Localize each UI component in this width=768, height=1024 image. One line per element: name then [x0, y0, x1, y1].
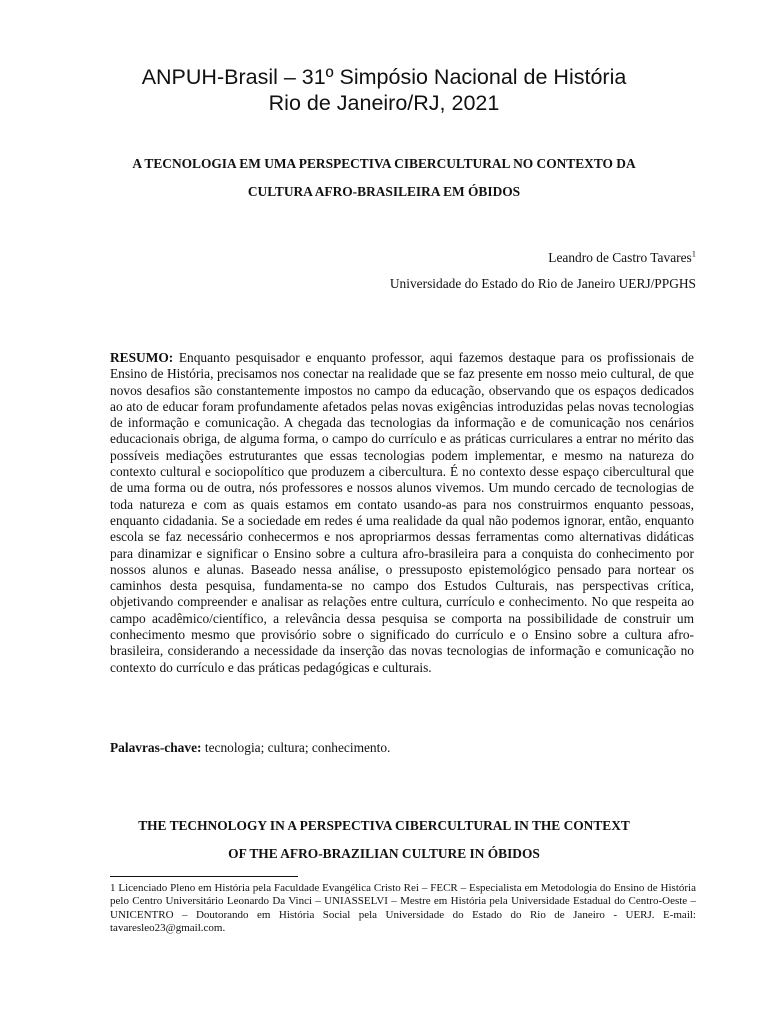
- abstract-label: RESUMO:: [110, 350, 174, 365]
- footnote-divider: [110, 876, 298, 877]
- paper-title: [60, 150, 708, 206]
- author-line: [548, 250, 696, 266]
- footnote: 1 Licenciado Pleno em História pela Faculdade Evangélica Cristo Rei – FECR – Especialista em Metodologia do Ensino de História pelo Centro Universitário Leonardo Da Vinci – UNIASSELVI – Mestre em História pela Universidade Estadual do Centro-Oeste – UNICENTRO – Doutorando em História Social pela Universidade do Estado do Rio de Janeiro - UERJ. E-mail: tavaresleo23@gmail.com.: [110, 882, 696, 934]
- conference-location: Rio de Janeiro/RJ, 2021: [268, 91, 500, 115]
- author-name: Leandro de Castro Tavares: [548, 250, 692, 265]
- keywords: [110, 740, 694, 756]
- author-affiliation: Universidade do Estado do Rio de Janeiro UERJ/PPGHS: [389, 276, 696, 291]
- english-title-line-1: THE TECHNOLOGY IN A PERSPECTIVA CIBERCULTURAL IN THE CONTEXT: [138, 818, 630, 833]
- footnote-marker[interactable]: 1: [691, 248, 696, 259]
- keywords-label: Palavras-chave:: [110, 740, 202, 755]
- conference-header: [60, 64, 708, 116]
- paper-title-line-2: CULTURA AFRO-BRASILEIRA EM ÓBIDOS: [247, 184, 521, 199]
- abstract-text: Enquanto pesquisador e enquanto professor, aqui fazemos destaque para os profissionais de Ensino de História, precisamos nos conectar na realidade que se faz presente em nosso meio cultural, de que novos desafios são constantemente impostos no campo da educação, observando que os espaços dedicados ao ato de educar foram profundamente afetados pelas novas exigências introduzidas pelas novas tecnologias de informação e comunicação. A chegada das tecnologias da informação e de comunicação nos cenários educacionais obriga, de alguma forma, o campo do currículo e as práticas curriculares a entrar no mérito das possíveis mediações estruturantes que essas tecnologias podem implementar, e mesmo na natureza do contexto cultural e sociopolítico que produzem a cibercultura. É no contexto desse espaço cibercultural que de uma forma ou de outra, nós professores e nossos alunos vivemos. Um mundo cercado de tecnologias de toda natureza e com as quais estamos em contato usando-as para nos construirmos enquanto pessoas, enquanto cidadania. Se a sociedade em redes é uma realidade da qual não podemos ignorar, então, enquanto escola se faz necessário conhecermos e nos apropriarmos dessas ferramentas como alternativas didáticas para dinamizar e significar o Ensino sobre a cultura afro-brasileira para a conquista do conhecimento por nossos alunos e alunas. Baseado nessa análise, o pressuposto epistemológico pensado para nortear os caminhos desta pesquisa, fundamenta-se no campo dos Estudos Culturais, nas perspectivas crítica, objetivando compreender e analisar as relações entre cultura, currículo e conhecimento. No que respeita ao campo acadêmico/científico, a relevância dessa pesquisa se comporta na possibilidade de construir um conhecimento mesmo que provisório sobre o significado do currículo e o Ensino sobre a cultura afro-brasileira, considerando a necessidade da inserção das novas tecnologias de informação e comunicação no contexto do currículo e das práticas pedagógicas e culturais.: [110, 350, 694, 675]
- english-title-line-2: OF THE AFRO-BRAZILIAN CULTURE IN ÓBIDOS: [228, 846, 540, 861]
- conference-name: ANPUH-Brasil – 31º Simpósio Nacional de História: [141, 65, 627, 89]
- english-title: [60, 812, 708, 868]
- paper-title-line-1: A TECNOLOGIA EM UMA PERSPECTIVA CIBERCULTURAL NO CONTEXTO DA: [132, 156, 636, 171]
- abstract: [110, 350, 694, 676]
- keywords-text: tecnologia; cultura; conhecimento.: [204, 740, 391, 755]
